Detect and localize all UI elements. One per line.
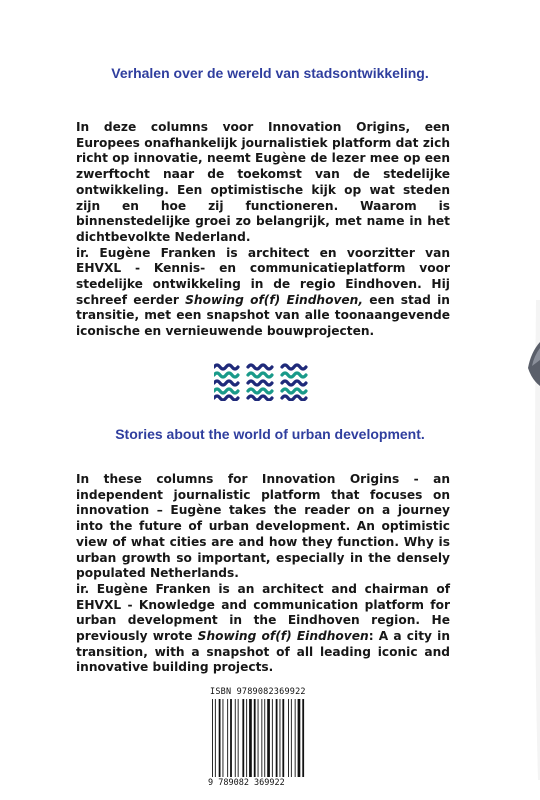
dutch-paragraph-2-start: ir. Eugène Franken is architect en voorzitter van EHVXL - Kennis- en communicatieplatform voor stedelijke ontwikkeling in de regio Eindhoven. Hij schreef eerder <box>76 245 450 307</box>
side-edge-shape <box>516 300 540 780</box>
dutch-book-title: Showing of(f) Eindhoven, <box>185 292 363 307</box>
english-book-title: Showing of(f) Eindhoven <box>197 629 369 644</box>
dutch-paragraph-1: In deze columns voor Innovation Origins, een Europees onafhankelijk journalistiek platform dat zich richt op innovatie, neemt Eugène de lezer mee op een zwerftocht naar de toekomst van de stedelijke ontwikkeling. Een optimistische kijk op wat steden zijn en hoe zij functioneren. Waarom is binnenstedelijke groei zo belangrijk, met name in het dichtbevolkte Nederland. <box>76 120 450 244</box>
wave-group-3 <box>282 365 306 400</box>
wave-group-1 <box>214 365 238 400</box>
barcode-block <box>208 687 308 791</box>
dutch-paragraph-2 <box>76 246 450 340</box>
barcode-icon <box>208 699 308 779</box>
isbn-label: ISBN 9789082369922 <box>210 687 306 697</box>
dutch-description <box>76 120 450 340</box>
barcode-digits: 9 789082 369922 <box>208 778 285 788</box>
english-description <box>76 472 450 676</box>
english-paragraph-2-start: ir. Eugène Franken is an architect and chairman of EHVXL - Knowledge and communication platform for urban development in the Eindhoven region. He previously wrote <box>76 581 450 644</box>
wave-logo-icon <box>214 363 308 401</box>
english-paragraph-2-end: : A a city in transition, with a snapshot of all leading iconic and innovative building projects. <box>76 629 451 675</box>
english-paragraph-2 <box>76 582 450 676</box>
dutch-tagline: Verhalen over de wereld van stadsontwikkeling. <box>111 65 429 81</box>
dutch-paragraph-2-end: een stad in transitie, met een snapshot van alle toonaangevende iconische en vernieuwende bouwprojecten. <box>76 292 450 339</box>
wave-group-2 <box>248 365 272 400</box>
english-tagline: Stories about the world of urban development. <box>115 426 425 442</box>
english-paragraph-1: In these columns for Innovation Origins - an independent journalistic platform that focuses on innovation – Eugène takes the reader on a journey into the future of urban development. An optimistic view of what cities are and how they function. Why is urban growth so important, especially in the densely populated Netherlands. <box>76 472 450 581</box>
